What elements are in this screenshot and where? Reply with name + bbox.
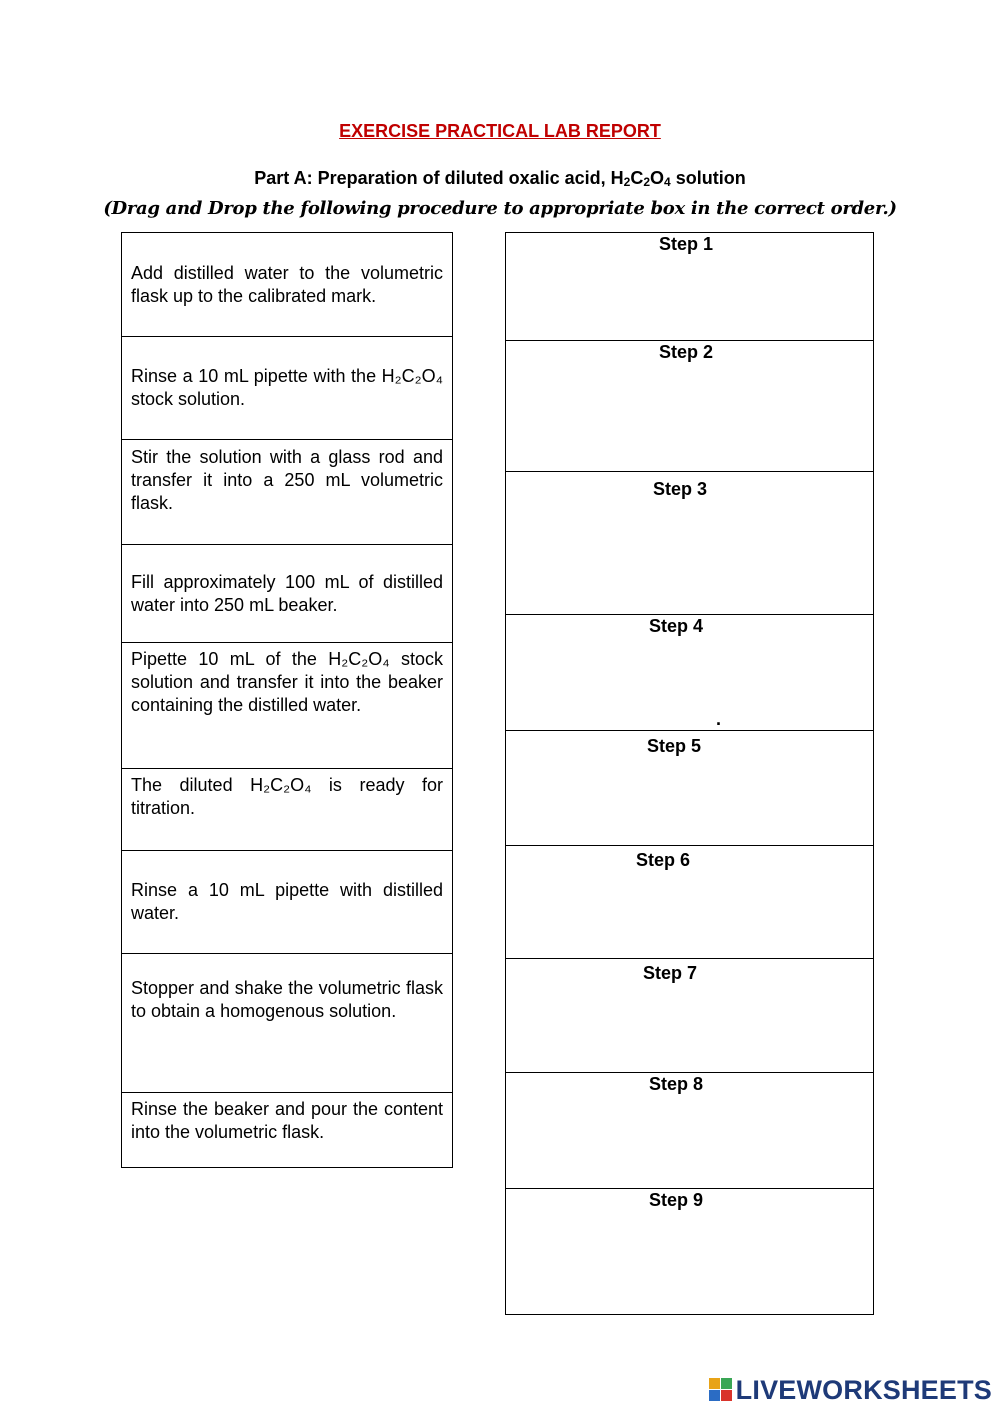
- page-title: EXERCISE PRACTICAL LAB REPORT: [339, 121, 661, 141]
- procedure-card-1[interactable]: [122, 233, 452, 337]
- drop-zone-step-4[interactable]: [506, 615, 873, 731]
- drop-zone-step-3[interactable]: [506, 472, 873, 615]
- part-a-heading-o: O: [650, 168, 665, 188]
- procedure-text: Add distilled water to the volumetric flask up to the calibrated mark.: [131, 262, 443, 306]
- logo-grid-icon: [709, 1378, 733, 1402]
- part-a-heading-prefix: Part A: Preparation of diluted oxalic acid, H: [254, 168, 624, 188]
- step-label: Step 9: [649, 1190, 704, 1210]
- procedure-text: Stopper and shake the volumetric flask to obtain a homogenous solution.: [131, 978, 443, 1021]
- procedure-text: Pipette 10 mL of the H₂C₂O₄ stock solution and transfer it into the beaker containing the distilled water.: [131, 649, 443, 715]
- procedure-text: Stir the solution with a glass rod and transfer it into a 250 mL volumetric flask.: [131, 447, 443, 513]
- step-drop-zones: [505, 232, 874, 1315]
- procedure-card-2[interactable]: [122, 337, 452, 440]
- logo-square-3: [709, 1390, 720, 1401]
- step-label: Step 8: [649, 1074, 704, 1094]
- procedure-card-6[interactable]: [122, 769, 452, 851]
- procedure-card-9[interactable]: [122, 1093, 452, 1167]
- procedure-card-3[interactable]: [122, 440, 452, 545]
- step-label: Step 4: [649, 616, 704, 636]
- drop-zone-step-7[interactable]: [506, 959, 873, 1073]
- logo-square-1: [709, 1378, 720, 1389]
- procedure-text: Fill approximately 100 mL of distilled water into 250 mL beaker.: [131, 571, 443, 615]
- drop-zone-step-6[interactable]: [506, 846, 873, 959]
- drop-zone-step-1[interactable]: [506, 233, 873, 341]
- step-label: Step 2: [659, 342, 714, 362]
- step-label: Step 1: [659, 234, 714, 254]
- procedure-text: The diluted H₂C₂O₄ is ready for titration.: [131, 775, 443, 818]
- liveworksheets-logo: [709, 1375, 992, 1405]
- part-a-heading-c: C: [630, 168, 644, 188]
- procedure-card-4[interactable]: [122, 545, 452, 643]
- drop-zone-step-5[interactable]: [506, 731, 873, 846]
- drop-zone-step-8[interactable]: [506, 1073, 873, 1189]
- procedure-text: Rinse the beaker and pour the content into the volumetric flask.: [131, 1099, 443, 1142]
- procedure-card-7[interactable]: [122, 851, 452, 954]
- drop-zone-step-9[interactable]: [506, 1189, 873, 1314]
- step-label: Step 6: [636, 850, 691, 870]
- instruction-text: (Drag and Drop the following procedure to appropriate box in the correct order.): [103, 198, 897, 219]
- procedure-list: [121, 232, 453, 1168]
- part-a-heading-suffix: solution: [670, 168, 746, 188]
- logo-square-4: [721, 1390, 732, 1401]
- step-label: Step 5: [647, 736, 702, 756]
- drop-zone-step-2[interactable]: [506, 341, 873, 472]
- subscript-4: 4: [664, 175, 671, 189]
- subscript-2b: 2: [643, 175, 651, 189]
- subscript-2a: 2: [623, 175, 631, 189]
- step-label: Step 7: [643, 963, 698, 983]
- procedure-card-8[interactable]: [122, 954, 452, 1093]
- stray-dot-mark: .: [716, 709, 722, 729]
- part-a-heading: [0, 168, 1000, 189]
- procedure-text: Rinse a 10 mL pipette with the H₂C₂O₄ stock solution.: [131, 366, 443, 409]
- step-label: Step 3: [653, 479, 708, 499]
- procedure-card-5[interactable]: [122, 643, 452, 769]
- logo-square-2: [721, 1378, 732, 1389]
- logo-text: LIVEWORKSHEETS: [735, 1374, 992, 1405]
- procedure-text: Rinse a 10 mL pipette with distilled water.: [131, 880, 443, 923]
